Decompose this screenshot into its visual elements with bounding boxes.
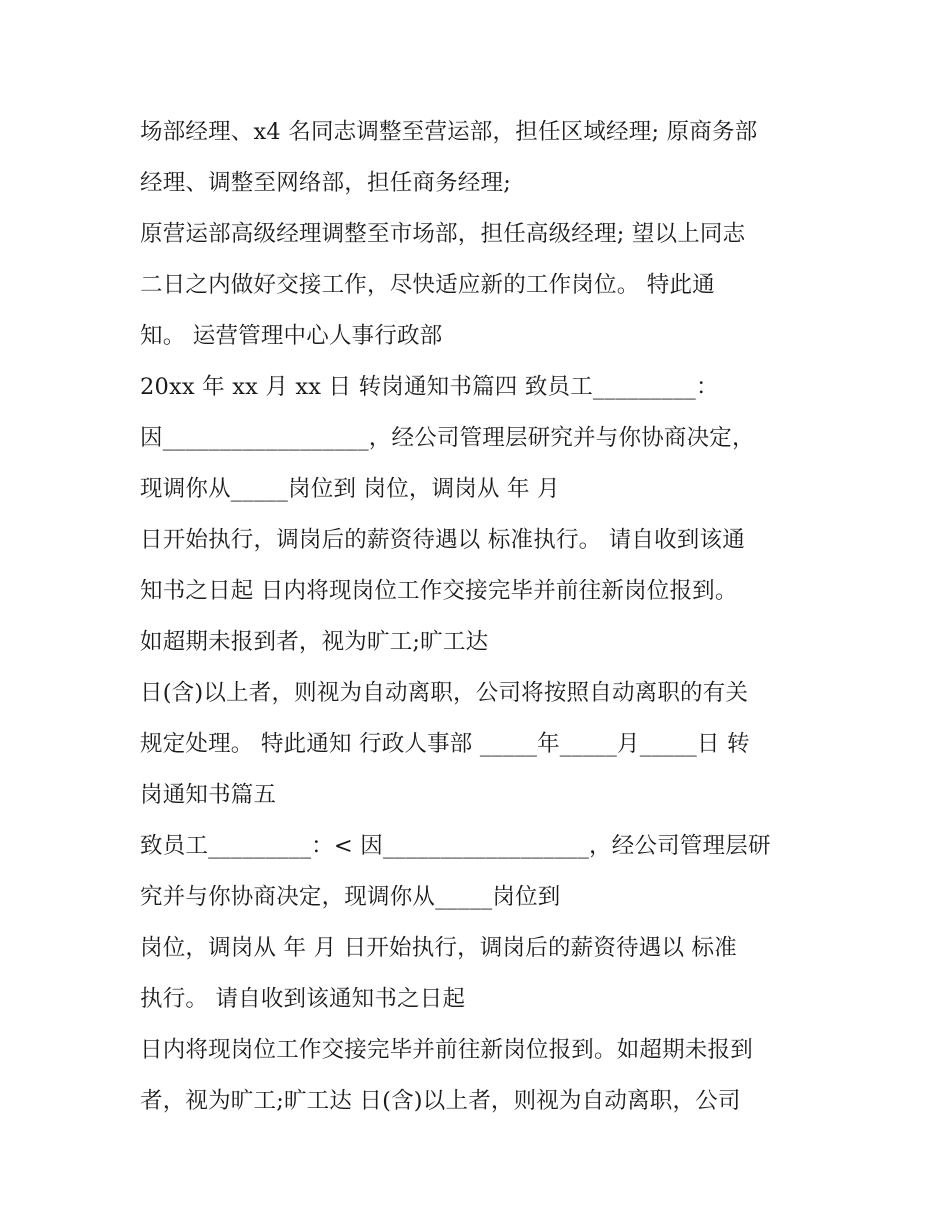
text-line: 执行。 请自收到该通知书之日起 [140, 986, 466, 1012]
text-line: 规定处理。 特此通知 行政人事部 _____年_____月_____日 转 [140, 731, 750, 757]
document-body [140, 107, 830, 1127]
text-line: 日(含)以上者，则视为自动离职，公司将按照自动离职的有关 [140, 680, 749, 706]
text-line: 原营运部高级经理调整至市场部，担任高级经理; 望以上同志 [140, 221, 746, 247]
text-line: 如超期未报到者，视为旷工;旷工达 [140, 629, 489, 655]
text-line: 知书之日起 日内将现岗位工作交接完毕并前往新岗位报到。 [140, 578, 738, 604]
text-line: 者，视为旷工;旷工达 日(含)以上者，则视为自动离职，公司 [140, 1088, 741, 1114]
text-line: 场部经理、x4 名同志调整至营运部，担任区域经理; 原商务部 [140, 119, 758, 145]
text-line: 岗位，调岗从 年 月 日开始执行，调岗后的薪资待遇以 标准 [140, 935, 737, 961]
text-line: 因__________________，经公司管理层研究并与你协商决定， [140, 425, 755, 451]
text-line: 二日之内做好交接工作，尽快适应新的工作岗位。 特此通 [140, 272, 715, 298]
text-line: 经理、调整至网络部，担任商务经理; [140, 170, 511, 196]
text-line: 知。 运营管理中心人事行政部 [140, 323, 443, 349]
text-line: 岗通知书篇五 [140, 782, 277, 808]
text-line: 日开始执行，调岗后的薪资待遇以 标准执行。 请自收到该通 [140, 527, 745, 553]
text-line: 日内将现岗位工作交接完毕并前往新岗位报到。如超期未报到 [140, 1037, 753, 1063]
text-line: 现调你从_____岗位到 岗位，调岗从 年 月 [140, 476, 560, 502]
text-line: 20xx 年 xx 月 xx 日 转岗通知书篇四 致员工_________： [140, 374, 719, 400]
text-line: 致员工_________：< 因__________________，经公司管理层研 [140, 833, 771, 859]
text-line: 究并与你协商决定，现调你从_____岗位到 [140, 884, 561, 910]
